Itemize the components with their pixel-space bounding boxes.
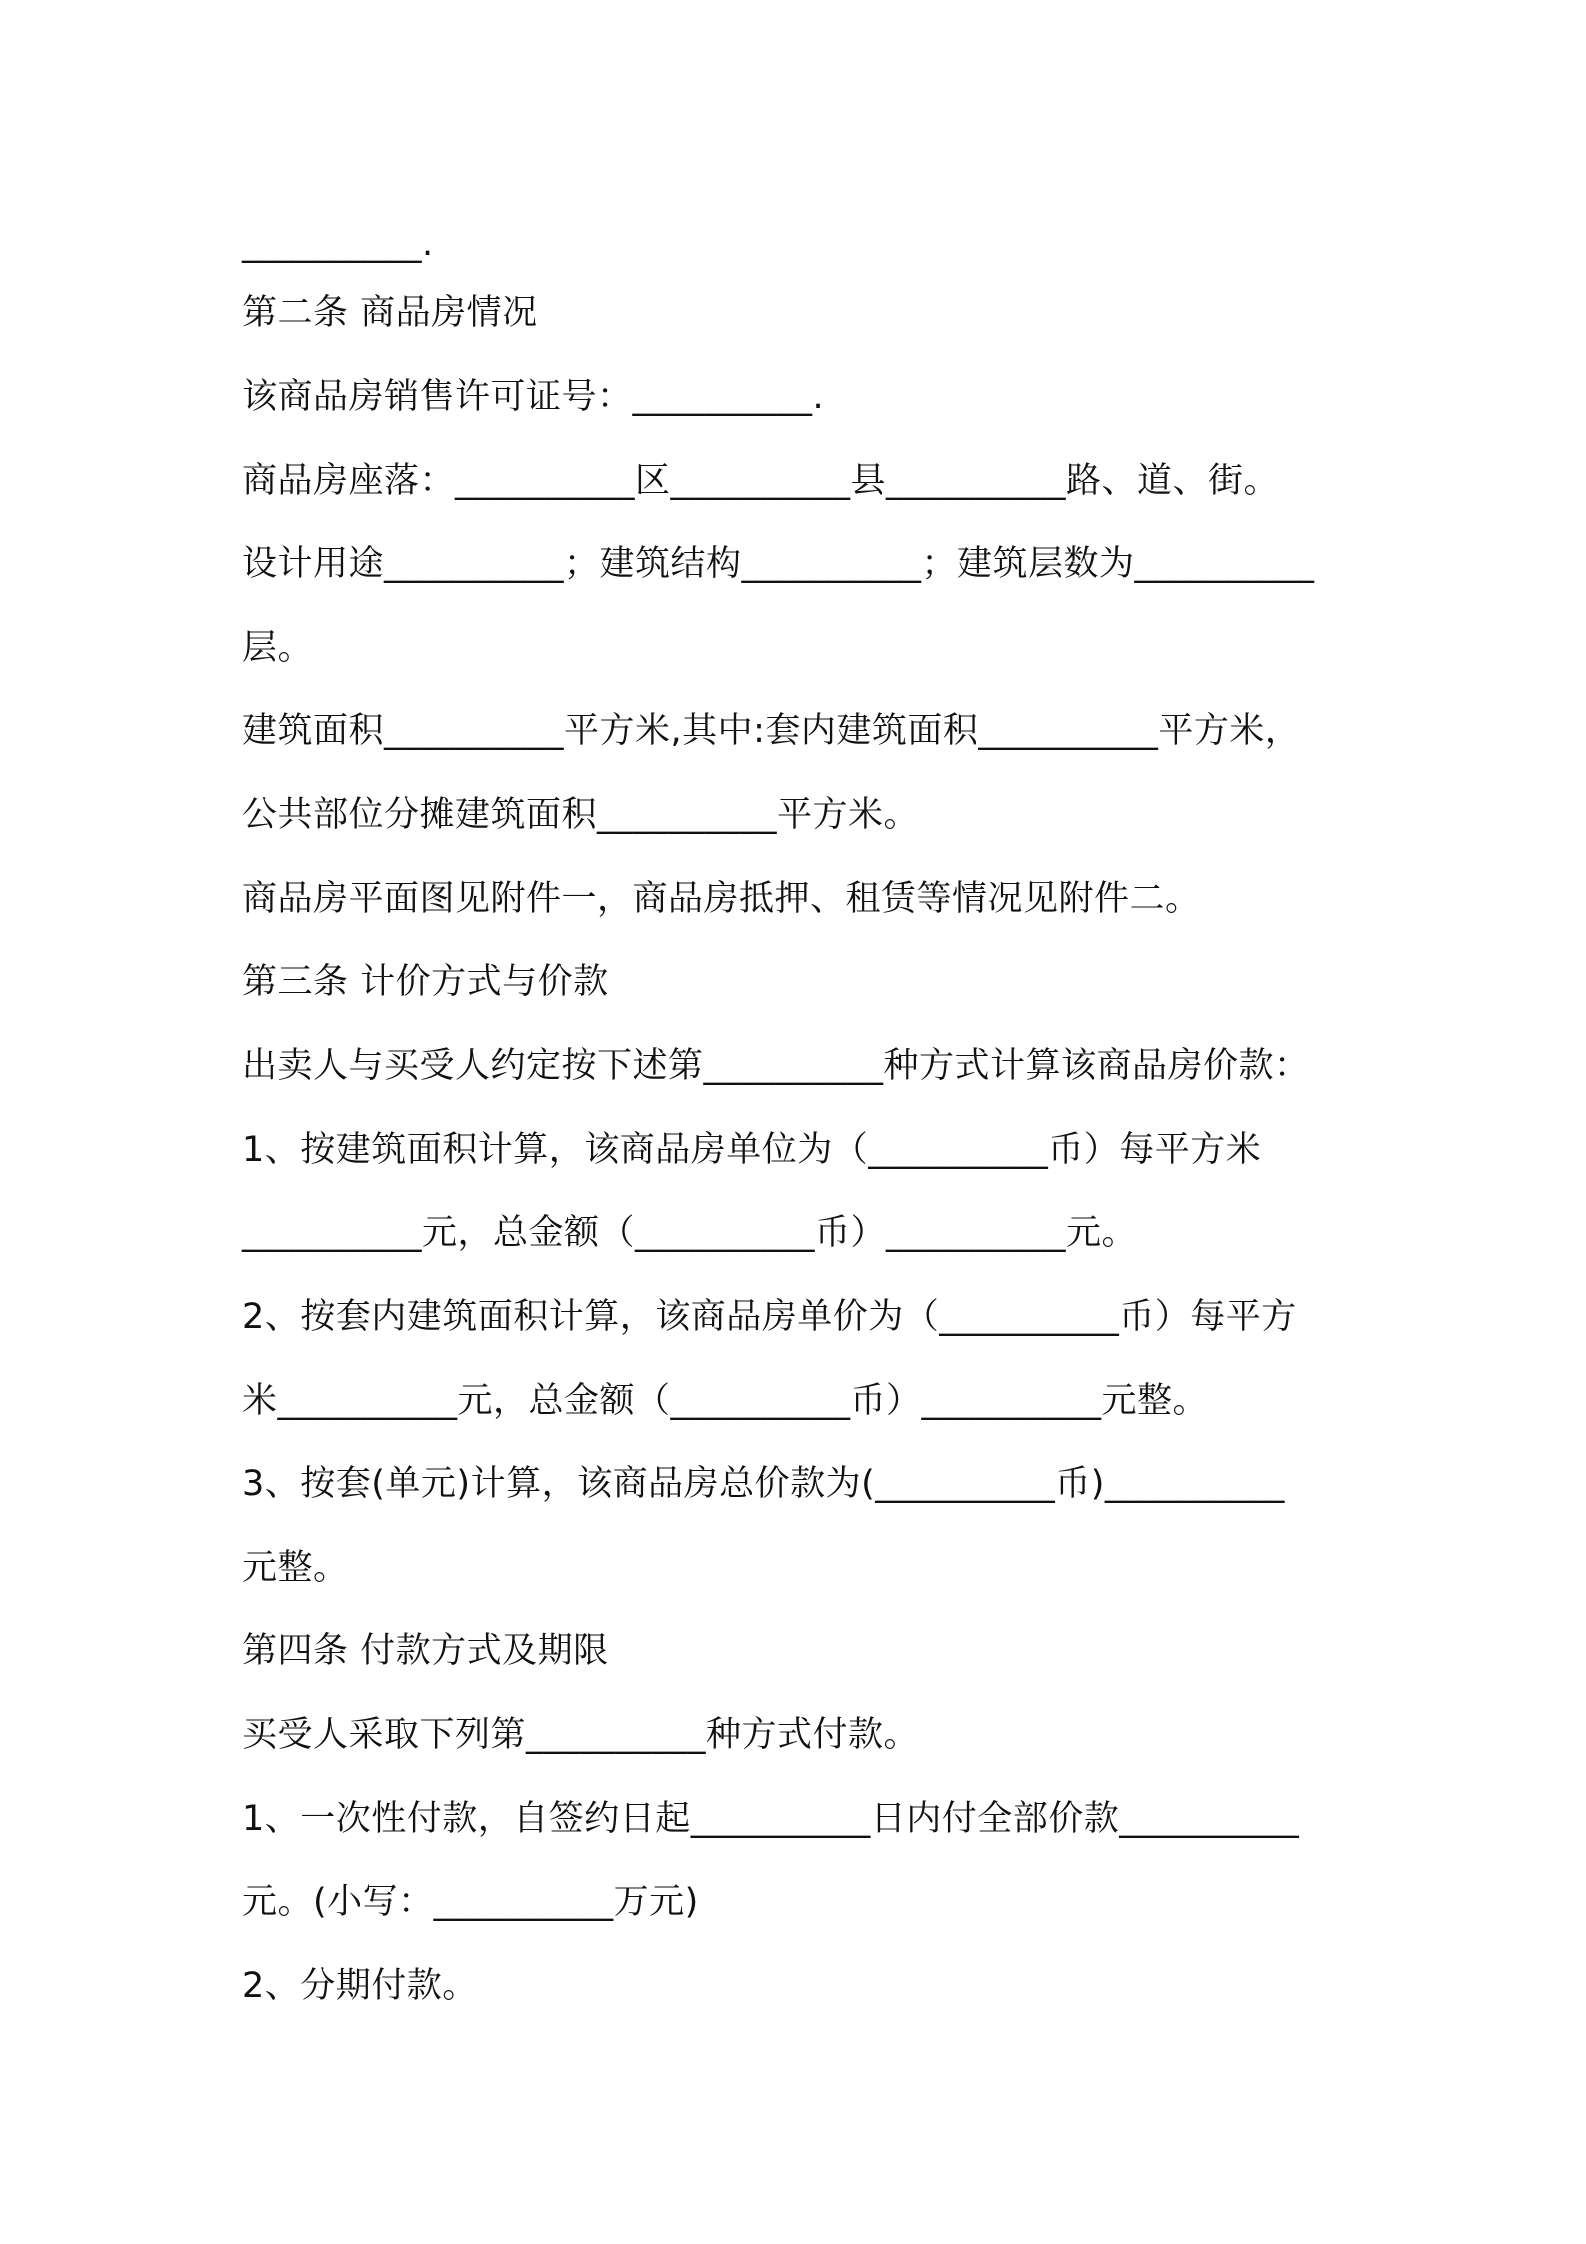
text-line: 2、按套内建筑面积计算，该商品房单价为（__________币）每平方: [242, 1297, 1297, 1337]
text-line: 层。: [242, 628, 314, 668]
text-line: 米__________元，总金额（__________币）__________元整。: [242, 1381, 1209, 1421]
text-line: 元整。: [242, 1548, 349, 1588]
section-heading: 第三条 计价方式与价款: [242, 962, 609, 1002]
text-line: 买受人采取下列第__________种方式付款。: [242, 1715, 920, 1755]
text-line: __________.: [242, 224, 434, 264]
text-line: 3、按套(单元)计算，该商品房总价款为(__________币)__________: [242, 1464, 1285, 1504]
text-line: 商品房平面图见附件一，商品房抵押、租赁等情况见附件二。: [242, 879, 1201, 919]
text-line: 建筑面积__________平方米,其中:套内建筑面积__________平方米，: [242, 711, 1301, 751]
text-line: 2、分期付款。: [242, 1966, 478, 2006]
section-heading: 第四条 付款方式及期限: [242, 1631, 609, 1671]
text-line: 商品房座落：__________区__________县__________路、道、街。: [242, 461, 1280, 501]
section-heading: 第二条 商品房情况: [242, 293, 538, 333]
text-line: 该商品房销售许可证号：__________.: [242, 377, 825, 417]
text-line: __________元，总金额（__________币）__________元。: [242, 1213, 1138, 1253]
text-line: 元。(小写：__________万元): [242, 1882, 699, 1922]
text-line: 设计用途__________；建筑结构__________；建筑层数为__________: [242, 544, 1315, 584]
text-line: 公共部位分摊建筑面积__________平方米。: [242, 795, 920, 835]
text-line: 1、按建筑面积计算，该商品房单位为（__________币）每平方米: [242, 1130, 1262, 1170]
text-line: 出卖人与买受人约定按下述第__________种方式计算该商品房价款：: [242, 1046, 1310, 1086]
text-line: 1、一次性付款，自签约日起__________日内付全部价款__________: [242, 1799, 1300, 1839]
